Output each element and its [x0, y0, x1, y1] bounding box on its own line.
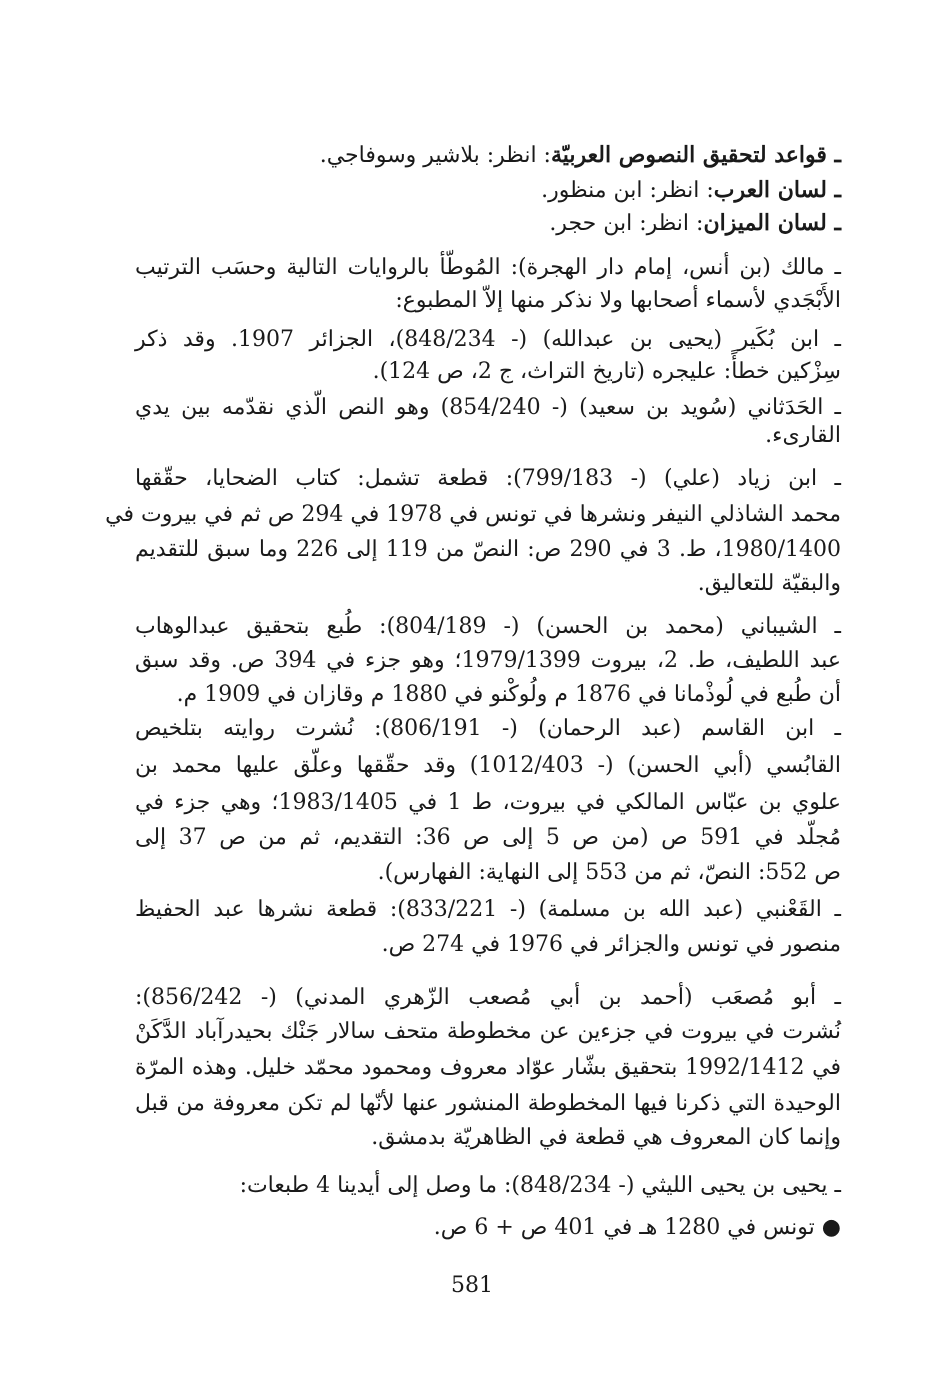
text-line: [135, 788, 841, 818]
line-text: الوحيدة التي ذكرنا فيها المخطوطة المنشور عنها لأنّها لم تكن معروفة من قبل: [135, 1091, 841, 1116]
line-text: ـ مالك (بن أنس، إمام دار الهجرة): المُوطّأ بالروايات التالية وحسَب الترتيب: [135, 255, 841, 280]
line-text: ـ الحَدَثاني (سُويد بن سعيد) (- 854/240) وهو النص الّذي نقدّمه بين يدي: [135, 395, 842, 420]
line-text: وإنما كان المعروف هي قطعة في الظاهريّة بدمشق.: [371, 1125, 841, 1150]
line-text: والبقيّة للتعاليق.: [697, 571, 841, 596]
text-line: [135, 1089, 841, 1119]
text-line: [378, 858, 841, 888]
text-line: [135, 983, 841, 1013]
line-text: محمد الشاذلي النيفر ونشرها في تونس في 1978 في 294 ص ثم في بيروت في: [105, 502, 841, 527]
line-text: ـ ابن زياد (علي) (- 799/183): قطعة تشمل: كتاب الضحايا، حقّقها: [135, 466, 841, 491]
line-text: الأَبْجَدي لأسماء أصحابها ولا نذكر منها إلاّ المطبوع:: [395, 288, 841, 313]
text-line: [135, 823, 841, 853]
line-text: ـ يحيى بن يحيى الليثي (- 848/234): ما وصل إلى أيدينا 4 طبعات:: [239, 1173, 841, 1198]
line-text: مُجلّد في 591 ص (من ص 5 إلى ص 36: التقديم، ثم من ص 37 إلى: [135, 825, 841, 850]
line-text: في 1992/1412 بتحقيق بشّار عوّاد معروف ومحمود محمّد خليل. وهذه المرّة: [135, 1055, 841, 1080]
page-number: 581: [451, 1273, 493, 1298]
text-line: [135, 612, 841, 642]
line-text: ـ ابن القاسم (عبد الرحمان) (- 806/191): نُشرت روايته بتلخيص: [135, 716, 841, 741]
line-text: ـ أبو مُصعَب (أحمد بن أبي مُصعب الزّهري المدني) (- 856/242):: [135, 985, 841, 1010]
entry-title: ـ لسان الميزان: [703, 210, 841, 236]
text-line: [549, 208, 841, 239]
text-line: [541, 175, 841, 206]
entry-title: ـ قواعد لتحقيق النصوص العربيّة: [550, 142, 841, 168]
text-line: [177, 680, 841, 710]
line-text: القارىء.: [765, 423, 841, 448]
text-line: [395, 286, 841, 316]
line-text: ص 552: النصّ، ثم من 553 إلى النهاية: الفهارس).: [377, 860, 841, 885]
text-line: [135, 714, 841, 744]
text-line: [240, 1171, 841, 1201]
line-text: منصور في تونس والجزائر في 1976 في 274 ص.: [381, 932, 841, 957]
entry-title: ـ لسان العرب: [713, 177, 841, 203]
text-line: [434, 1213, 841, 1243]
line-text: 1980/1400، ط. 3 في 290 ص: النصّ من 119 إلى 226 وما سبق للتقديم: [135, 537, 842, 562]
text-line: [135, 646, 841, 676]
text-line: [135, 464, 841, 494]
text-line: [135, 325, 841, 355]
text-line: [135, 393, 841, 423]
line-text: ـ ابن بُكَير (يحيى بن عبدالله) (- 848/234)، الجزائر 1907. وقد ذكر: [135, 327, 841, 352]
line-text: : انظر: ابن منظور.: [541, 178, 714, 203]
text-line: [320, 140, 841, 171]
line-text: عبد اللطيف، ط. 2، بيروت 1979/1399؛ وهو جزء في 394 ص. وقد سبق: [135, 648, 841, 673]
line-text: ـ القَعْنبي (عبد الله بن مسلمة) (- 833/221): قطعة نشرها عبد الحفيظ: [135, 897, 841, 922]
line-text: علوي بن عبّاس المالكي في بيروت، ط 1 في 1983/1405؛ وهي جزء في: [135, 790, 841, 815]
text-line: [373, 357, 841, 387]
text-line: [371, 1123, 841, 1153]
text-line: [135, 1017, 841, 1047]
text-line: [382, 930, 841, 960]
text-line: [135, 751, 841, 781]
text-line: [765, 421, 841, 451]
line-text: نُشرت في بيروت في جزءين عن مخطوطة متحف سالار جَنْك بحيدرآباد الدَّكَنْ: [135, 1019, 841, 1044]
text-line: [135, 252, 841, 283]
text-line: [135, 1053, 841, 1083]
line-text: سِزْكين خطأً: عليجره (تاريخ التراث، ج 2، ص 124).: [372, 359, 841, 384]
line-text: : انظر: بلاشير وسوفاجي.: [319, 143, 551, 168]
line-text: ـ الشيباني (محمد بن الحسن) (- 804/189): طُبع بتحقيق عبدالوهاب: [135, 614, 842, 639]
text-line: [105, 500, 841, 530]
line-text: القابُسي (أبي الحسن) (- 1012/403) وقد حقّقها وعلّق عليها محمد بن: [135, 753, 841, 778]
text-line: [698, 569, 841, 599]
line-text: ● تونس في 1280 هـ في 401 ص + 6 ص.: [433, 1215, 841, 1240]
line-text: : انظر: ابن حجر.: [549, 211, 704, 236]
line-text: أن طُبع في لُوذْمانا في 1876 م ولُوكْنو في 1880 م وقازان في 1909 م.: [176, 682, 841, 707]
text-line: [135, 895, 841, 925]
text-line: [135, 535, 841, 565]
